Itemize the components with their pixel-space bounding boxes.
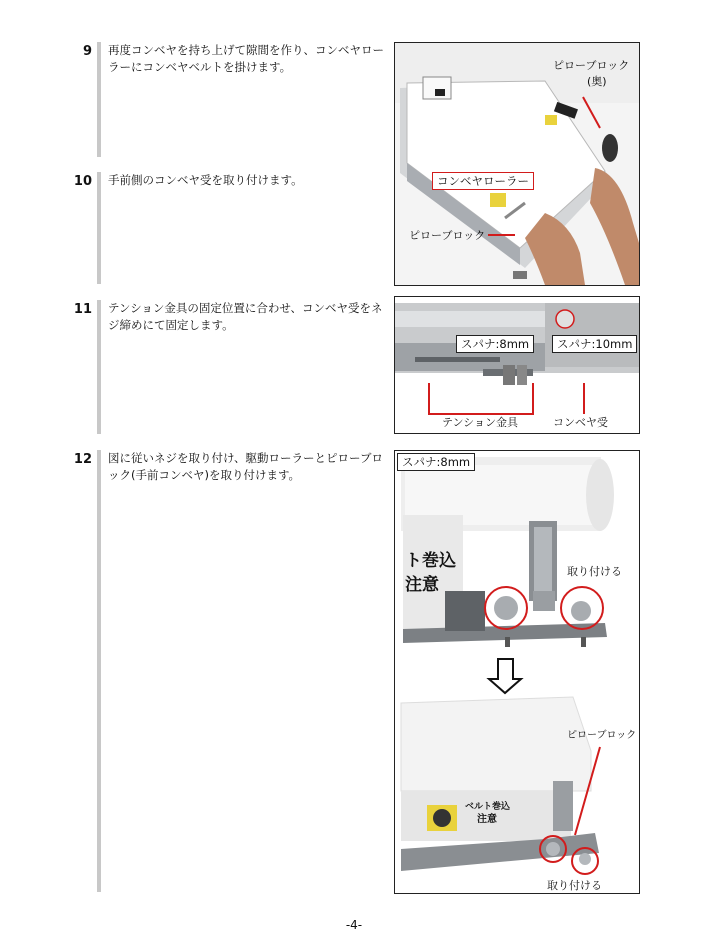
figure-tension-bracket-drawing [395, 297, 639, 433]
sticker-caution-bottom-line1: ベルト巻込 [465, 802, 511, 812]
label-pillow-block-back-note: (奥) [587, 75, 607, 88]
label-conveyor-roller: コンベヤローラー [432, 172, 534, 190]
step-text-10: 手前側のコンベヤ受を取り付けます。 [108, 173, 303, 187]
step-text-11: テンション金具の固定位置に合わせ、コンベヤ受をネジ締めにて固定します。 [108, 301, 383, 332]
step-number-11: 11 [73, 302, 92, 317]
label-pillow-block-back: ピローブロック [553, 59, 630, 72]
figure-drive-roller-drawing [395, 451, 639, 893]
figure-drive-roller [394, 450, 640, 894]
step-divider-11 [97, 300, 101, 434]
label-spanner-8mm-top: スパナ:8mm [397, 453, 475, 471]
sticker-caution-top-line2: 注意 [405, 575, 439, 595]
label-pillow-block-front: ピローブロック [409, 229, 486, 242]
page-number: -4- [345, 918, 363, 932]
label-attach-bottom: 取り付ける [547, 879, 602, 892]
figure-conveyor-roller [394, 42, 640, 286]
sticker-caution-top-line1: ト巻込 [405, 551, 456, 571]
step-divider-12 [97, 450, 101, 892]
step-divider-10 [97, 172, 101, 284]
label-spanner-10mm: スパナ:10mm [552, 335, 637, 353]
label-conveyor-receiver: コンベヤ受 [553, 416, 608, 429]
label-spanner-8mm: スパナ:8mm [456, 335, 534, 353]
sticker-caution-bottom-line2: 注意 [477, 814, 497, 825]
step-number-9: 9 [82, 44, 92, 59]
step-divider-9 [97, 42, 101, 157]
figure-tension-bracket [394, 296, 640, 434]
step-text-9: 再度コンベヤを持ち上げて隙間を作り、コンベヤローラーにコンベヤベルトを掛けます。 [108, 43, 384, 74]
step-number-12: 12 [73, 452, 92, 467]
label-pillow-block: ピローブロック [567, 730, 637, 741]
step-text-12: 図に従いネジを取り付け、駆動ローラーとピローブロック(手前コンベヤ)を取り付けます。 [108, 451, 383, 482]
label-attach-top: 取り付ける [567, 565, 622, 578]
step-number-10: 10 [73, 174, 92, 189]
label-tension-bracket: テンション金具 [442, 416, 518, 429]
